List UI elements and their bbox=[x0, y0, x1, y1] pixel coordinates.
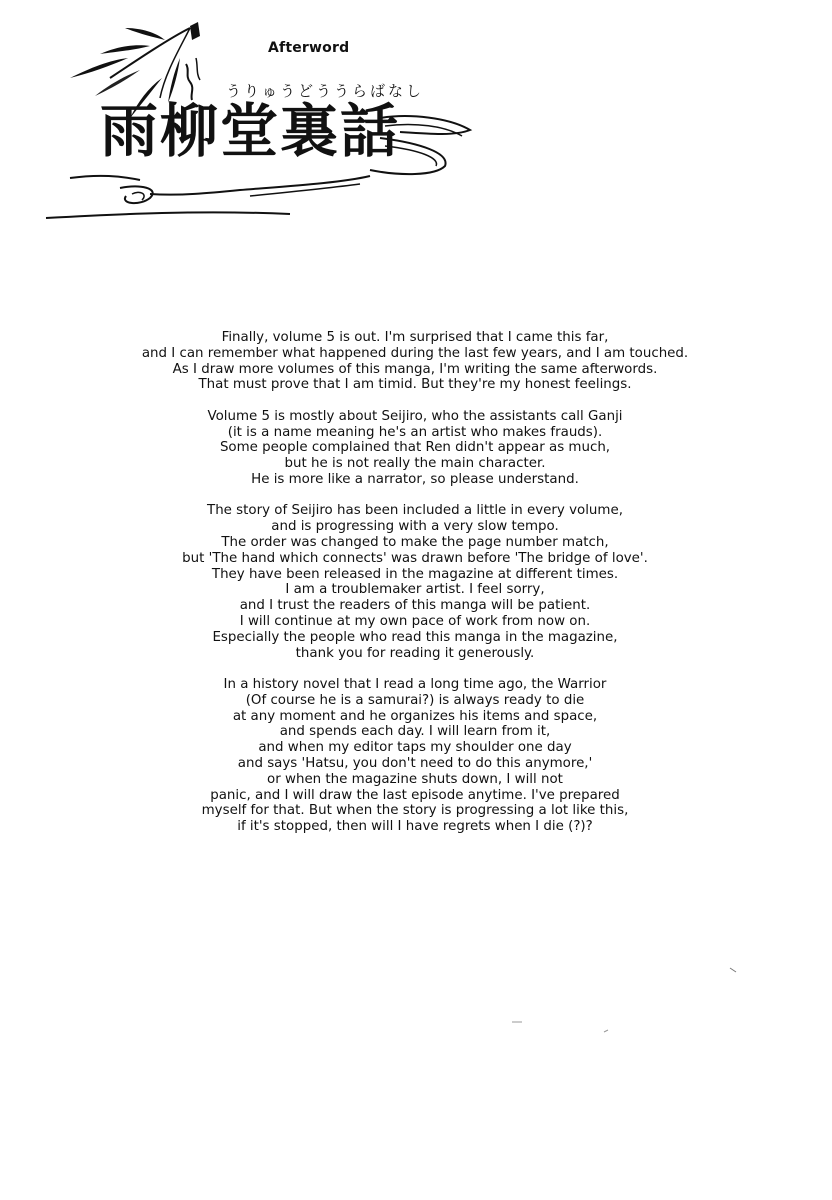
paragraph-3 bbox=[130, 503, 700, 661]
text-line: I am a troublemaker artist. I feel sorry, bbox=[285, 582, 545, 598]
text-line: and spends each day. I will learn from it, bbox=[279, 724, 551, 740]
text-line: That must prove that I am timid. But they're my honest feelings. bbox=[198, 377, 632, 393]
text-line: In a history novel that I read a long time ago, the Warrior bbox=[223, 676, 607, 692]
paragraph-4 bbox=[130, 677, 700, 835]
text-line: Especially the people who read this manga in the magazine, bbox=[212, 629, 618, 645]
text-line: Finally, volume 5 is out. I'm surprised that I came this far, bbox=[221, 330, 609, 345]
text-line: thank you for reading it generously. bbox=[295, 645, 535, 661]
afterword-label: Afterword bbox=[268, 40, 350, 56]
text-line: Some people complained that Ren didn't appear as much, bbox=[219, 440, 611, 456]
text-line: but 'The hand which connects' was drawn before 'The bridge of love'. bbox=[182, 550, 648, 566]
text-line: and is progressing with a very slow tempo. bbox=[271, 519, 559, 535]
text-line: and says 'Hatsu, you don't need to do this anymore,' bbox=[237, 755, 593, 771]
text-line: at any moment and he organizes his items and space, bbox=[232, 708, 598, 724]
text-line: but he is not really the main character. bbox=[284, 456, 546, 472]
text-line: or when the magazine shuts down, I will not bbox=[267, 771, 563, 787]
text-line: I will continue at my own pace of work from now on. bbox=[239, 613, 591, 629]
text-line: They have been released in the magazine at different times. bbox=[211, 566, 619, 582]
text-line: Volume 5 is mostly about Seijiro, who the assistants call Ganji bbox=[207, 408, 623, 424]
text-line: He is more like a narrator, so please understand. bbox=[251, 471, 579, 487]
text-line: and when my editor taps my shoulder one day bbox=[258, 740, 572, 756]
text-line: The story of Seijiro has been included a little in every volume, bbox=[207, 503, 623, 519]
paragraph-2 bbox=[130, 409, 700, 488]
text-line: and I can remember what happened during the last few years, and I am touched. bbox=[141, 345, 689, 361]
text-line: (it is a name meaning he's an artist who makes frauds). bbox=[227, 424, 603, 440]
text-line: if it's stopped, then will I have regrets when I die (?)? bbox=[237, 819, 593, 835]
text-line: The order was changed to make the page number match, bbox=[221, 534, 609, 550]
page-title: 雨柳堂裏話 bbox=[100, 97, 401, 165]
text-line: As I draw more volumes of this manga, I'm writing the same afterwords. bbox=[172, 361, 658, 377]
text-line: myself for that. But when the story is progressing a lot like this, bbox=[201, 803, 629, 819]
paragraph-1 bbox=[130, 330, 700, 393]
text-line: panic, and I will draw the last episode anytime. I've prepared bbox=[210, 787, 620, 803]
text-line: and I trust the readers of this manga will be patient. bbox=[239, 598, 591, 614]
title-furigana: うりゅうどううらばなし bbox=[226, 82, 425, 100]
text-line: (Of course he is a samurai?) is always ready to die bbox=[245, 692, 585, 708]
afterword-body bbox=[130, 330, 700, 850]
